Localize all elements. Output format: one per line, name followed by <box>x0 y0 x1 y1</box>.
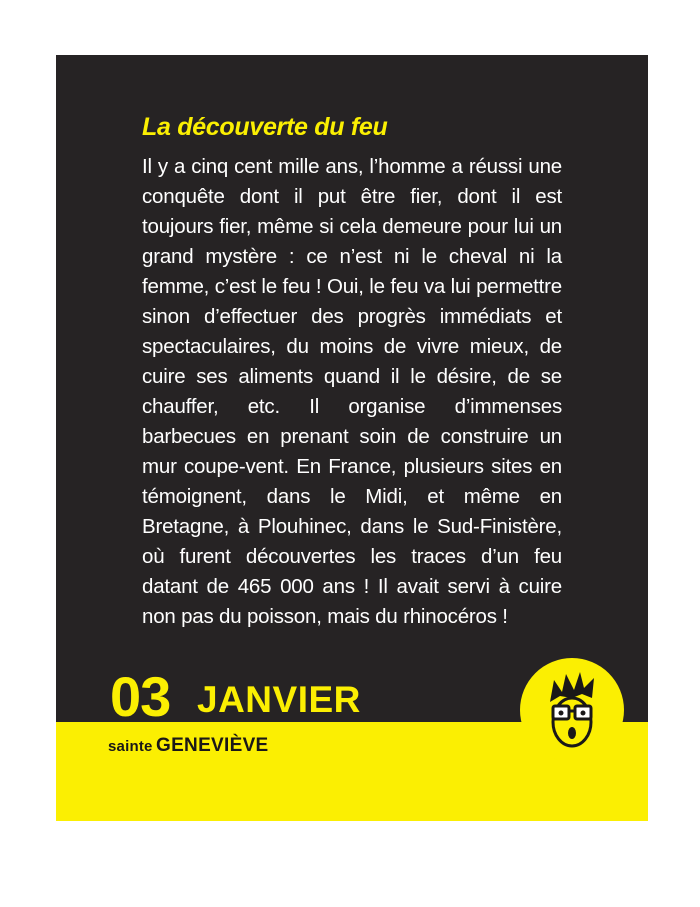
date-day: 03 <box>110 665 171 728</box>
saint-prefix: sainte <box>108 738 153 755</box>
for-dummies-mascot-icon <box>520 658 624 762</box>
article-title: La découverte du feu <box>142 113 388 141</box>
article-body: Il y a cinq cent mille ans, l’homme a réussi une conquête dont il put être fier, dont il est toujours fier, même si cela demeure pour lui un grand mystère : ce n’est ni le cheval ni la femme, c’est le feu ! Oui, le feu va lui permettre sinon d’effectuer des progrès immédiats et spectaculaires, du moins de vivre mieux, de cuire ses aliments quand il le désire, de se chauffer, etc. Il organise d’immenses barbecues en prenant soin de construire un mur coupe-vent. En France, plusieurs sites en témoignent, dans le Midi, et même en Bretagne, à Plouhinec, dans le Sud-Finistère, où furent découvertes les traces d’un feu datant de 465 000 ans ! Il avait servi à cuire non pas du poisson, mais du rhinocéros ! <box>142 155 562 628</box>
page-card <box>56 55 648 821</box>
saint-name: GENEVIÈVE <box>156 735 269 756</box>
date-month: JANVIER <box>197 679 361 720</box>
